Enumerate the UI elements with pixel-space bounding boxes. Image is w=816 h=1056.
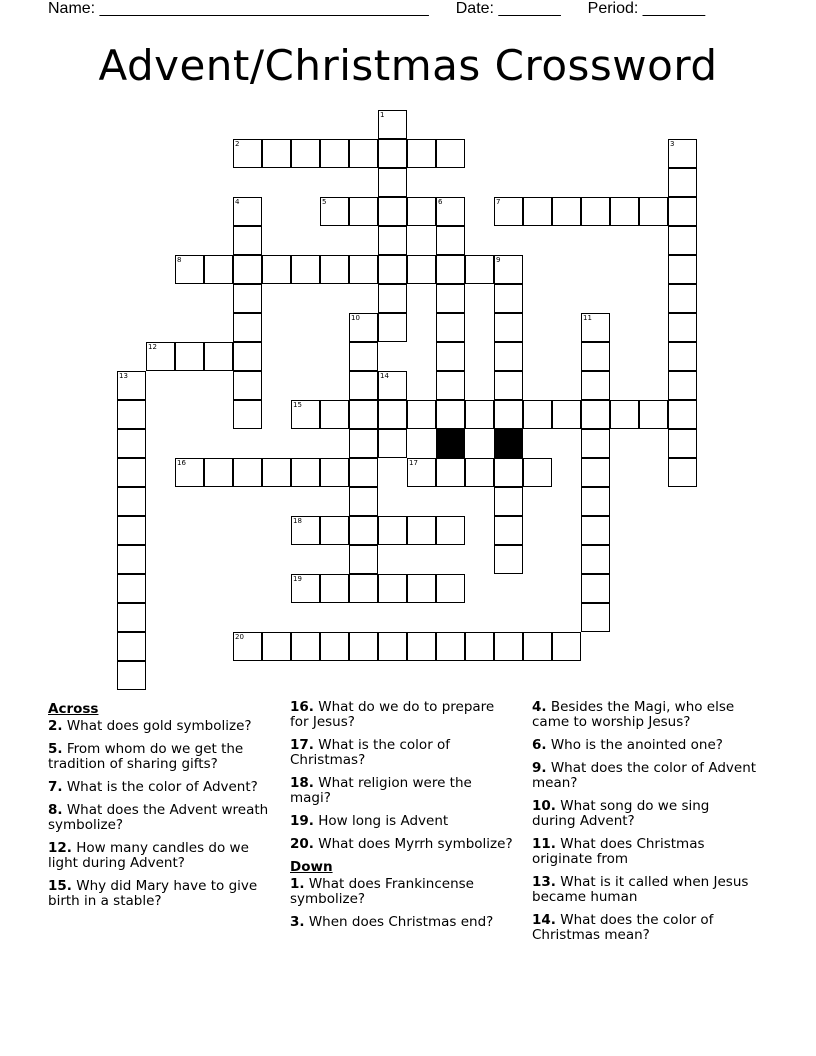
clue-number: 8. [48, 802, 63, 818]
cell-number: 6 [438, 198, 443, 206]
name-label: Name: [48, 0, 96, 17]
crossword-cell[interactable] [581, 400, 610, 429]
clue-item [532, 837, 757, 867]
clue-item [48, 719, 270, 734]
clue-item [290, 915, 515, 930]
crossword-cell[interactable] [349, 458, 378, 487]
crossword-cell[interactable] [349, 632, 378, 661]
crossword-cell[interactable] [494, 545, 523, 574]
crossword-cell[interactable] [407, 197, 436, 226]
crossword-cell[interactable] [349, 574, 378, 603]
crossword-cell[interactable] [320, 574, 349, 603]
clue-item [532, 761, 757, 791]
crossword-cell[interactable] [233, 139, 262, 168]
crossword-cell[interactable] [436, 516, 465, 545]
crossword-cell[interactable] [668, 139, 697, 168]
crossword-cell[interactable] [639, 197, 668, 226]
crossword-cell[interactable] [552, 197, 581, 226]
clue-number: 12. [48, 840, 72, 856]
clue-number: 1. [290, 876, 305, 892]
crossword-cell[interactable] [436, 139, 465, 168]
down-heading: Down [290, 859, 333, 875]
crossword-cell[interactable] [378, 284, 407, 313]
crossword-cell[interactable] [233, 255, 262, 284]
clue-item [290, 877, 515, 907]
crossword-cell[interactable] [407, 139, 436, 168]
cell-number: 14 [380, 372, 389, 380]
crossword-cell[interactable] [117, 603, 146, 632]
crossword-cell[interactable] [291, 400, 320, 429]
crossword-cell[interactable] [436, 371, 465, 400]
date-field[interactable]: _______ [498, 0, 561, 17]
crossword-cell[interactable] [523, 400, 552, 429]
crossword-cell[interactable] [117, 661, 146, 690]
crossword-cell[interactable] [204, 255, 233, 284]
cell-number: 19 [293, 575, 302, 583]
clue-text: What does the color of Advent mean? [532, 760, 757, 791]
cell-number: 4 [235, 198, 240, 206]
crossword-cell[interactable] [320, 632, 349, 661]
clue-item [532, 913, 757, 943]
crossword-cell[interactable] [436, 197, 465, 226]
clue-number: 3. [290, 914, 305, 930]
crossword-cell[interactable] [349, 313, 378, 342]
crossword-cell[interactable] [436, 632, 465, 661]
crossword-cell[interactable] [378, 574, 407, 603]
clue-number: 5. [48, 741, 63, 757]
cell-number: 17 [409, 459, 418, 467]
clue-text: What does gold symbolize? [66, 718, 252, 734]
crossword-cell[interactable] [117, 371, 146, 400]
crossword-cell[interactable] [117, 458, 146, 487]
clues-column-3 [532, 700, 757, 951]
crossword-cell[interactable] [494, 487, 523, 516]
crossword-cell[interactable] [494, 458, 523, 487]
crossword-cell[interactable] [436, 255, 465, 284]
cell-number: 9 [496, 256, 501, 264]
clue-text: How long is Advent [318, 813, 449, 829]
crossword-cell[interactable] [117, 574, 146, 603]
crossword-cell[interactable] [378, 255, 407, 284]
crossword-cell[interactable] [436, 458, 465, 487]
crossword-cell[interactable] [378, 371, 407, 400]
crossword-cell[interactable] [175, 255, 204, 284]
clue-number: 4. [532, 699, 547, 715]
crossword-cell[interactable] [378, 139, 407, 168]
cell-number: 10 [351, 314, 360, 322]
crossword-cell[interactable] [465, 255, 494, 284]
crossword-cell[interactable] [117, 429, 146, 458]
cell-number: 7 [496, 198, 501, 206]
crossword-cell[interactable] [262, 255, 291, 284]
clue-number: 7. [48, 779, 63, 795]
clue-text: What does the color of Christmas mean? [532, 912, 714, 943]
crossword-cell[interactable] [581, 371, 610, 400]
crossword-cell[interactable] [349, 371, 378, 400]
clue-item [290, 837, 515, 852]
crossword-cell[interactable] [378, 313, 407, 342]
crossword-cell[interactable] [117, 545, 146, 574]
crossword-cell[interactable] [407, 516, 436, 545]
crossword-cell[interactable] [320, 400, 349, 429]
crossword-cell[interactable] [581, 603, 610, 632]
crossword-cell[interactable] [262, 139, 291, 168]
clue-item [48, 780, 270, 795]
crossword-cell[interactable] [291, 574, 320, 603]
crossword-cell[interactable] [639, 400, 668, 429]
clue-text: What does Myrrh symbolize? [318, 836, 513, 852]
crossword-cell[interactable] [668, 429, 697, 458]
crossword-cell[interactable] [320, 458, 349, 487]
crossword-cell[interactable] [233, 284, 262, 313]
crossword-cell[interactable] [378, 110, 407, 139]
crossword-cell[interactable] [378, 400, 407, 429]
clue-text: What does Christmas originate from [532, 836, 705, 867]
crossword-cell[interactable] [233, 197, 262, 226]
crossword-cell[interactable] [349, 429, 378, 458]
crossword-cell[interactable] [407, 574, 436, 603]
crossword-cell[interactable] [291, 516, 320, 545]
clue-number: 15. [48, 878, 72, 894]
clue-text: What do we do to prepare for Jesus? [290, 699, 495, 730]
clue-number: 17. [290, 737, 314, 753]
clue-number: 16. [290, 699, 314, 715]
crossword-cell[interactable] [436, 313, 465, 342]
crossword-cell[interactable] [668, 284, 697, 313]
crossword-cell[interactable] [291, 458, 320, 487]
crossword-cell[interactable] [668, 342, 697, 371]
clue-item [532, 799, 757, 829]
crossword-cell[interactable] [581, 516, 610, 545]
clue-item [290, 814, 515, 829]
crossword-cell[interactable] [668, 371, 697, 400]
crossword-cell[interactable] [233, 313, 262, 342]
clue-text: What does Frankincense symbolize? [290, 876, 474, 907]
clue-text: Who is the anointed one? [550, 737, 723, 753]
crossword-cell[interactable] [436, 342, 465, 371]
crossword-cell[interactable] [233, 632, 262, 661]
clue-number: 14. [532, 912, 556, 928]
clue-number: 20. [290, 836, 314, 852]
crossword-cell[interactable] [349, 516, 378, 545]
cell-number: 11 [583, 314, 592, 322]
crossword-cell[interactable] [668, 400, 697, 429]
crossword-cell[interactable] [668, 255, 697, 284]
crossword-cell[interactable] [610, 197, 639, 226]
black-square [494, 429, 523, 458]
crossword-cell[interactable] [407, 632, 436, 661]
crossword-cell[interactable] [320, 255, 349, 284]
crossword-cell[interactable] [204, 458, 233, 487]
crossword-cell[interactable] [320, 139, 349, 168]
clue-text: From whom do we get the tradition of sharing gifts? [48, 741, 244, 772]
crossword-cell[interactable] [378, 168, 407, 197]
clue-item [532, 700, 757, 730]
cell-number: 16 [177, 459, 186, 467]
cell-number: 1 [380, 111, 385, 119]
across-heading: Across [48, 701, 99, 717]
crossword-cell[interactable] [349, 545, 378, 574]
clue-item [48, 742, 270, 772]
crossword-cell[interactable] [552, 632, 581, 661]
clue-item [290, 776, 515, 806]
crossword-cell[interactable] [465, 400, 494, 429]
clue-text: Besides the Magi, who else came to worship Jesus? [532, 699, 735, 730]
crossword-cell[interactable] [523, 632, 552, 661]
crossword-cell[interactable] [494, 313, 523, 342]
clue-number: 19. [290, 813, 314, 829]
crossword-cell[interactable] [233, 342, 262, 371]
crossword-cell[interactable] [233, 226, 262, 255]
crossword-cell[interactable] [668, 168, 697, 197]
crossword-cell[interactable] [436, 574, 465, 603]
name-field[interactable]: _____________________________________ [99, 0, 429, 17]
crossword-cell[interactable] [552, 400, 581, 429]
crossword-cell[interactable] [436, 284, 465, 313]
crossword-cell[interactable] [581, 545, 610, 574]
crossword-cell[interactable] [378, 197, 407, 226]
clue-text: What is the color of Christmas? [290, 737, 451, 768]
cell-number: 5 [322, 198, 327, 206]
crossword-cell[interactable] [668, 226, 697, 255]
crossword-cell[interactable] [262, 632, 291, 661]
crossword-cell[interactable] [378, 429, 407, 458]
crossword-cell[interactable] [349, 255, 378, 284]
crossword-cell[interactable] [581, 458, 610, 487]
clue-item [290, 738, 515, 768]
clue-item [532, 738, 757, 753]
cell-number: 2 [235, 140, 240, 148]
crossword-cell[interactable] [581, 574, 610, 603]
clue-item [532, 875, 757, 905]
clue-text: Why did Mary have to give birth in a stable? [48, 878, 258, 909]
cell-number: 12 [148, 343, 157, 351]
crossword-cell[interactable] [320, 516, 349, 545]
crossword-cell[interactable] [494, 632, 523, 661]
crossword-cell[interactable] [494, 371, 523, 400]
clue-text: What religion were the magi? [290, 775, 472, 806]
cell-number: 15 [293, 401, 302, 409]
crossword-cell[interactable] [465, 632, 494, 661]
clue-number: 6. [532, 737, 547, 753]
black-square [436, 429, 465, 458]
crossword-cell[interactable] [668, 313, 697, 342]
clue-item [48, 803, 270, 833]
clue-number: 11. [532, 836, 556, 852]
crossword-cell[interactable] [175, 342, 204, 371]
crossword-cell[interactable] [581, 313, 610, 342]
clue-number: 2. [48, 718, 63, 734]
crossword-cell[interactable] [378, 226, 407, 255]
clue-text: When does Christmas end? [308, 914, 494, 930]
crossword-cell[interactable] [378, 632, 407, 661]
crossword-cell[interactable] [581, 342, 610, 371]
crossword-cell[interactable] [175, 458, 204, 487]
clue-text: What does the Advent wreath symbolize? [48, 802, 269, 833]
clue-number: 10. [532, 798, 556, 814]
crossword-cell[interactable] [581, 487, 610, 516]
clue-text: What song do we sing during Advent? [532, 798, 710, 829]
period-field[interactable]: _______ [642, 0, 706, 17]
crossword-cell[interactable] [668, 197, 697, 226]
clue-item [48, 879, 270, 909]
crossword-cell[interactable] [349, 342, 378, 371]
cell-number: 13 [119, 372, 128, 380]
cell-number: 20 [235, 633, 244, 641]
cell-number: 8 [177, 256, 182, 264]
crossword-cell[interactable] [117, 487, 146, 516]
crossword-cell[interactable] [349, 197, 378, 226]
crossword-cell[interactable] [349, 487, 378, 516]
crossword-cell[interactable] [407, 255, 436, 284]
crossword-cell[interactable] [233, 371, 262, 400]
crossword-cell[interactable] [494, 255, 523, 284]
page-title: Advent/Christmas Crossword [98, 41, 718, 90]
crossword-cell[interactable] [407, 400, 436, 429]
period-label: Period: [587, 0, 639, 17]
clue-item [48, 841, 270, 871]
crossword-cell[interactable] [494, 400, 523, 429]
crossword-cell[interactable] [291, 139, 320, 168]
crossword-cell[interactable] [436, 226, 465, 255]
crossword-cell[interactable] [204, 342, 233, 371]
crossword-cell[interactable] [610, 400, 639, 429]
cell-number: 18 [293, 517, 302, 525]
clues-column-1 [48, 700, 270, 917]
crossword-cell[interactable] [378, 516, 407, 545]
crossword-cell[interactable] [233, 458, 262, 487]
clues-column-2 [290, 700, 515, 938]
crossword-cell[interactable] [291, 632, 320, 661]
crossword-cell[interactable] [494, 516, 523, 545]
crossword-cell[interactable] [117, 632, 146, 661]
clue-text: How many candles do we light during Advent? [48, 840, 249, 871]
crossword-cell[interactable] [262, 458, 291, 487]
crossword-cell[interactable] [407, 458, 436, 487]
crossword-cell[interactable] [233, 400, 262, 429]
date-label: Date: [455, 0, 494, 17]
crossword-cell[interactable] [523, 458, 552, 487]
crossword-cell[interactable] [117, 516, 146, 545]
clue-text: What is the color of Advent? [66, 779, 258, 795]
crossword-cell[interactable] [349, 139, 378, 168]
crossword-cell[interactable] [436, 400, 465, 429]
clue-number: 18. [290, 775, 314, 791]
crossword-cell[interactable] [320, 197, 349, 226]
crossword-cell[interactable] [494, 197, 523, 226]
crossword-cell[interactable] [494, 342, 523, 371]
crossword-cell[interactable] [349, 400, 378, 429]
crossword-cell[interactable] [291, 255, 320, 284]
cell-number: 3 [670, 140, 675, 148]
crossword-cell[interactable] [146, 342, 175, 371]
crossword-cell[interactable] [523, 197, 552, 226]
crossword-cell[interactable] [581, 429, 610, 458]
clue-number: 9. [532, 760, 547, 776]
crossword-cell[interactable] [668, 458, 697, 487]
crossword-cell[interactable] [117, 400, 146, 429]
crossword-cell[interactable] [494, 284, 523, 313]
crossword-cell[interactable] [465, 458, 494, 487]
clue-text: What is it called when Jesus became human [532, 874, 749, 905]
clue-item [290, 700, 515, 730]
crossword-cell[interactable] [581, 197, 610, 226]
clue-number: 13. [532, 874, 556, 890]
